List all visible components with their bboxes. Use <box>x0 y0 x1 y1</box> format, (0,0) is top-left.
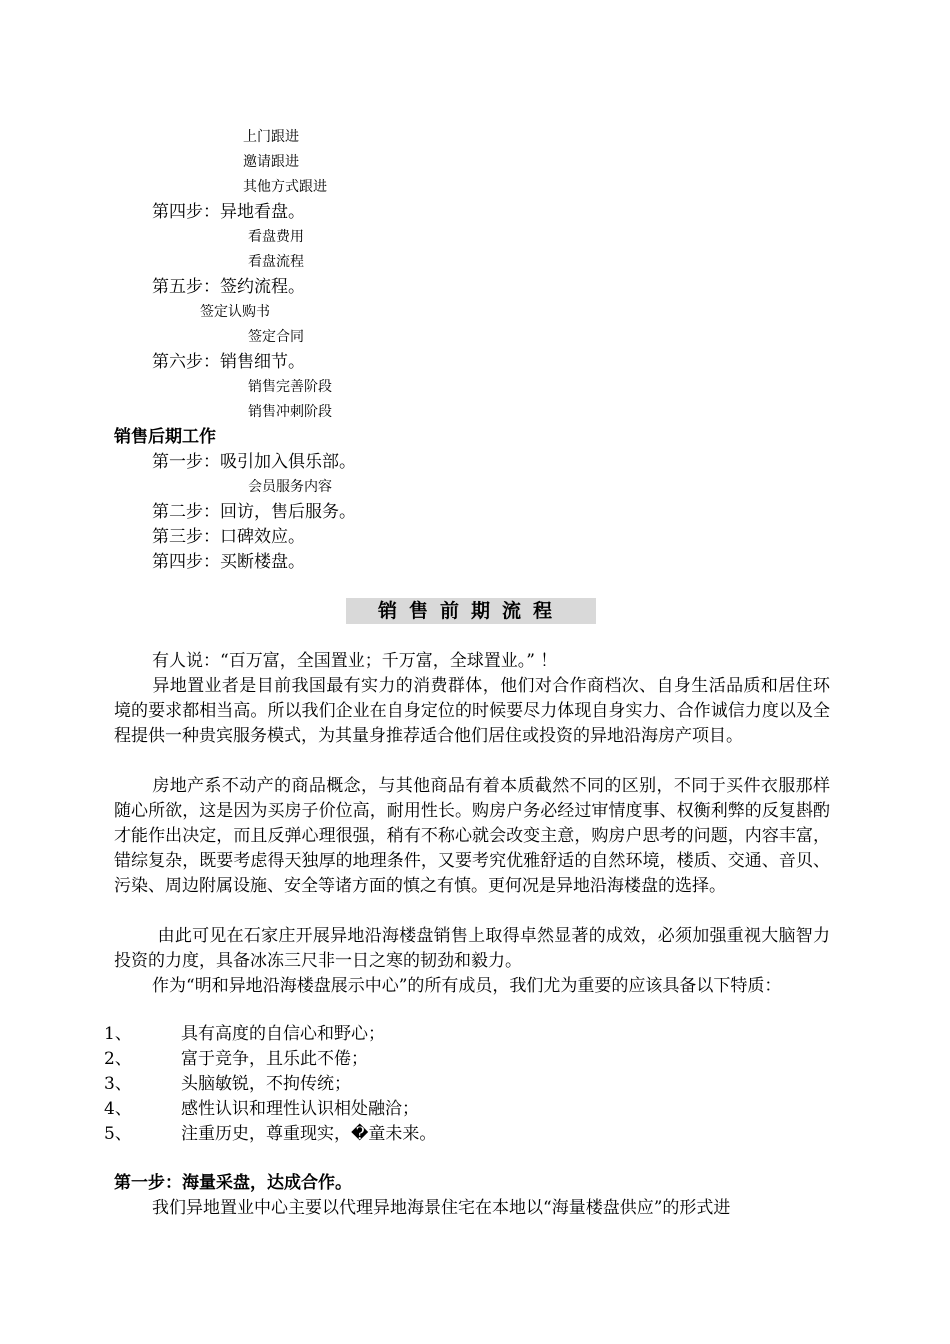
outline-item: 邀请跟进 <box>243 154 299 170</box>
post-sales-step: 第二步：回访，售后服务。 <box>152 502 356 522</box>
step-one-heading: 第一步：海量采盘，达成合作。 <box>114 1173 352 1193</box>
paragraph-1 <box>114 649 830 674</box>
section-title: 销售前期流程 <box>346 598 596 624</box>
outline-item: 销售冲刺阶段 <box>248 404 332 420</box>
trait-text: 感性认识和理性认识相处融洽； <box>181 1099 419 1119</box>
trait-item <box>104 1024 385 1044</box>
post-sales-step: 第三步：口碑效应。 <box>152 527 305 547</box>
trait-number: 1、 <box>104 1024 132 1044</box>
trait-text: 头脑敏锐，不拘传统； <box>181 1074 351 1094</box>
outline-step: 第五步：签约流程。 <box>152 277 305 297</box>
paragraph-4 <box>114 924 830 974</box>
paragraph-5 <box>114 974 830 999</box>
trait-text: 具有高度的自信心和野心； <box>181 1024 385 1044</box>
outline-item: 看盘费用 <box>248 229 304 245</box>
paragraph-text: 房地产系不动产的商品概念，与其他商品有着本质截然不同的区别，不同于买件衣服那样随心所欲，这是因为买房子价位高，耐用性长。购房户务必经过审情度事、权衡利弊的反复斟酌才能作出决定，而且反弹心理很强，稍有不称心就会改变主意，购房户思考的问题，内容丰富，错综复杂，既要考虑得天独厚的地理条件，又要考究优雅舒适的自然环境，楼质、交通、音贝、污染、周边附属设施、安全等诸方面的慎之有慎。更何况是异地沿海楼盘的选择。 <box>114 776 830 896</box>
outline-item: 上门跟进 <box>243 129 299 145</box>
post-sales-step: 第四步：买断楼盘。 <box>152 552 305 572</box>
paragraph-text: 作为“明和异地沿海楼盘展示中心”的所有成员，我们尤为重要的应该具备以下特质： <box>152 976 782 996</box>
paragraph-text: 有人说：“百万富，全国置业；千万富，全球置业。” ！ <box>152 651 558 671</box>
paragraph-text: 异地置业者是目前我国最有实力的消费群体，他们对合作商档次、自身生活品质和居住环境的要求都相当高。所以我们企业在自身定位的时候要尽力体现自身实力、合作诚信力度以及全程提供一种贵宾服务模式，为其量身推荐适合他们居住或投资的异地沿海房产项目。 <box>114 676 830 746</box>
step-one-paragraph <box>114 1196 830 1221</box>
outline-item: 签定认购书 <box>200 304 270 320</box>
post-sales-item: 会员服务内容 <box>248 479 332 495</box>
outline-item: 销售完善阶段 <box>248 379 332 395</box>
trait-number: 2、 <box>104 1049 132 1069</box>
outline-item: 其他方式跟进 <box>243 179 327 195</box>
outline-item: 签定合同 <box>248 329 304 345</box>
paragraph-text: 由此可见在石家庄开展异地沿海楼盘销售上取得卓然显著的成效，必须加强重视大脑智力投资的力度，具备冰冻三尺非一日之寒的韧劲和毅力。 <box>114 926 830 971</box>
trait-number: 5、 <box>104 1124 132 1144</box>
outline-item: 看盘流程 <box>248 254 304 270</box>
trait-number: 4、 <box>104 1099 132 1119</box>
trait-item <box>104 1099 419 1119</box>
post-sales-step: 第一步：吸引加入俱乐部。 <box>152 452 356 472</box>
trait-item <box>104 1074 351 1094</box>
trait-item <box>104 1049 368 1069</box>
paragraph-3 <box>114 774 830 899</box>
trait-item <box>104 1124 436 1144</box>
trait-text: 富于竞争，且乐此不倦； <box>181 1049 368 1069</box>
trait-number: 3、 <box>104 1074 132 1094</box>
paragraph-text: 我们异地置业中心主要以代理异地海景住宅在本地以“海量楼盘供应”的形式进 <box>152 1198 731 1218</box>
post-sales-heading: 销售后期工作 <box>114 427 216 447</box>
outline-step: 第四步：异地看盘。 <box>152 202 305 222</box>
trait-text: 注重历史，尊重现实，�童未来。 <box>181 1124 437 1144</box>
paragraph-2 <box>114 674 830 749</box>
outline-step: 第六步：销售细节。 <box>152 352 305 372</box>
